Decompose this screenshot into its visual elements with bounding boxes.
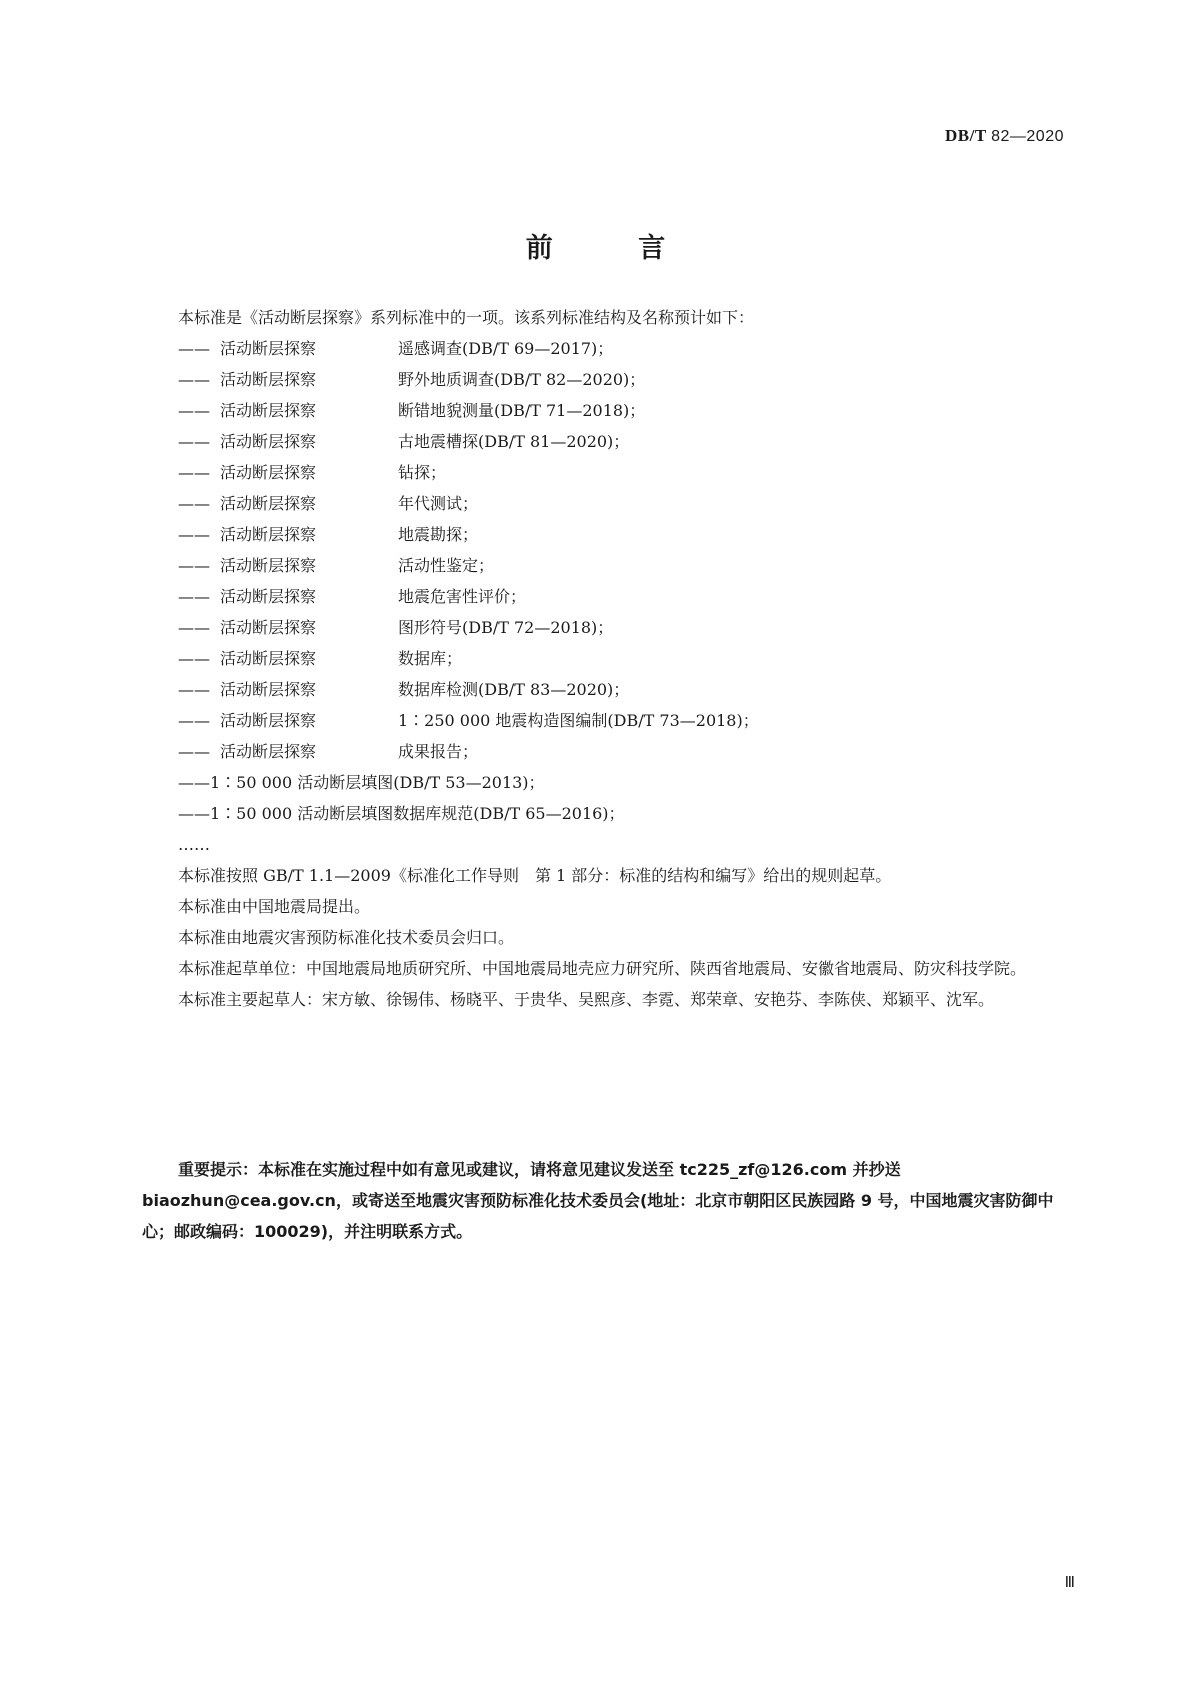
series-item — [142, 550, 1062, 581]
item-series: 活动断层探察 — [220, 494, 317, 513]
paragraph: 本标准由地震灾害预防标准化技术委员会归口。 — [178, 928, 515, 947]
series-item — [142, 395, 1062, 426]
item-series: 活动断层探察 — [220, 370, 317, 389]
item-dash: —— — [178, 401, 210, 420]
item-name: 数据库； — [398, 649, 463, 668]
extra-items — [142, 767, 1062, 829]
series-item — [142, 457, 1062, 488]
item-series: 活动断层探察 — [220, 587, 317, 606]
item-series: 活动断层探察 — [220, 463, 317, 482]
item-name: 成果报告； — [398, 742, 479, 761]
item-dash: —— — [178, 494, 210, 513]
item-series: 活动断层探察 — [220, 618, 317, 637]
series-item — [142, 643, 1062, 674]
item-name: 图形符号(DB/T 72—2018)； — [398, 618, 614, 637]
standard-code-number: 82—2020 — [991, 128, 1064, 145]
item-series: 活动断层探察 — [220, 680, 317, 699]
series-item — [142, 333, 1062, 364]
item-name: 遥感调查(DB/T 69—2017)； — [398, 339, 614, 358]
important-notice: 重要提示：本标准在实施过程中如有意见或建议，请将意见建议发送至 tc225_zf@126.com 并抄送 biaozhun@cea.gov.cn，或寄送至地震灾害预防标准化技术委员会(地址：北京市朝阳区民族园路 9 号，中国地震灾害防御中心；邮政编码：100029)，并注明联系方式。 — [142, 1160, 1054, 1241]
item-name: 年代测试； — [398, 494, 479, 513]
paragraph: 本标准起草单位：中国地震局地质研究所、中国地震局地壳应力研究所、陕西省地震局、安徽省地震局、防灾科技学院。 — [178, 959, 1027, 978]
item-name: 1∶250 000 地震构造图编制(DB/T 73—2018)； — [398, 711, 759, 730]
standard-code-prefix: DB/T — [944, 126, 992, 145]
page-number: Ⅲ — [1064, 1575, 1075, 1591]
paragraph: 本标准按照 GB/T 1.1—2009《标准化工作导则 第 1 部分：标准的结构和编写》给出的规则起草。 — [178, 866, 892, 885]
ellipsis: …… — [178, 835, 210, 854]
series-item — [142, 519, 1062, 550]
paragraphs — [142, 860, 1062, 1015]
series-item — [142, 736, 1062, 767]
intro-text: 本标准是《活动断层探察》系列标准中的一项。该系列标准结构及名称预计如下： — [178, 308, 755, 327]
standard-code — [945, 126, 1064, 146]
item-name: 数据库检测(DB/T 83—2020)； — [398, 680, 630, 699]
item-dash: —— — [178, 680, 210, 699]
series-item — [142, 488, 1062, 519]
item-name: 断错地貌测量(DB/T 71—2018)； — [398, 401, 646, 420]
item-series: 活动断层探察 — [220, 649, 317, 668]
item-dash: —— — [178, 556, 210, 575]
item-dash: —— — [178, 339, 210, 358]
extra-item: ——1∶50 000 活动断层填图(DB/T 53—2013)； — [178, 773, 545, 792]
item-name: 活动性鉴定； — [398, 556, 495, 575]
extra-item: ——1∶50 000 活动断层填图数据库规范(DB/T 65—2016)； — [178, 804, 625, 823]
item-name: 地震危害性评价； — [398, 587, 527, 606]
item-dash: —— — [178, 432, 210, 451]
series-item — [142, 581, 1062, 612]
item-name: 野外地质调查(DB/T 82—2020)； — [398, 370, 646, 389]
item-series: 活动断层探察 — [220, 401, 317, 420]
series-item — [142, 705, 1062, 736]
paragraph: 本标准主要起草人：宋方敏、徐锡伟、杨晓平、于贵华、吴熙彦、李霓、郑荣章、安艳芬、李陈侠、郑颖平、沈军。 — [178, 990, 995, 1009]
item-series: 活动断层探察 — [220, 432, 317, 451]
series-items — [142, 333, 1062, 767]
item-series: 活动断层探察 — [220, 556, 317, 575]
item-dash: —— — [178, 525, 210, 544]
item-name: 地震勘探； — [398, 525, 479, 544]
page-title: 前 言 — [525, 233, 704, 264]
series-item — [142, 426, 1062, 457]
paragraph: 本标准由中国地震局提出。 — [178, 897, 371, 916]
item-series: 活动断层探察 — [220, 525, 317, 544]
item-series: 活动断层探察 — [220, 742, 317, 761]
item-dash: —— — [178, 711, 210, 730]
item-dash: —— — [178, 370, 210, 389]
item-dash: —— — [178, 742, 210, 761]
item-dash: —— — [178, 649, 210, 668]
series-item — [142, 364, 1062, 395]
item-dash: —— — [178, 463, 210, 482]
item-dash: —— — [178, 618, 210, 637]
series-list — [142, 302, 1062, 1015]
item-name: 钻探； — [398, 463, 447, 482]
series-item — [142, 612, 1062, 643]
item-dash: —— — [178, 587, 210, 606]
item-series: 活动断层探察 — [220, 339, 317, 358]
item-name: 古地震槽探(DB/T 81—2020)； — [398, 432, 630, 451]
series-item — [142, 674, 1062, 705]
item-series: 活动断层探察 — [220, 711, 317, 730]
